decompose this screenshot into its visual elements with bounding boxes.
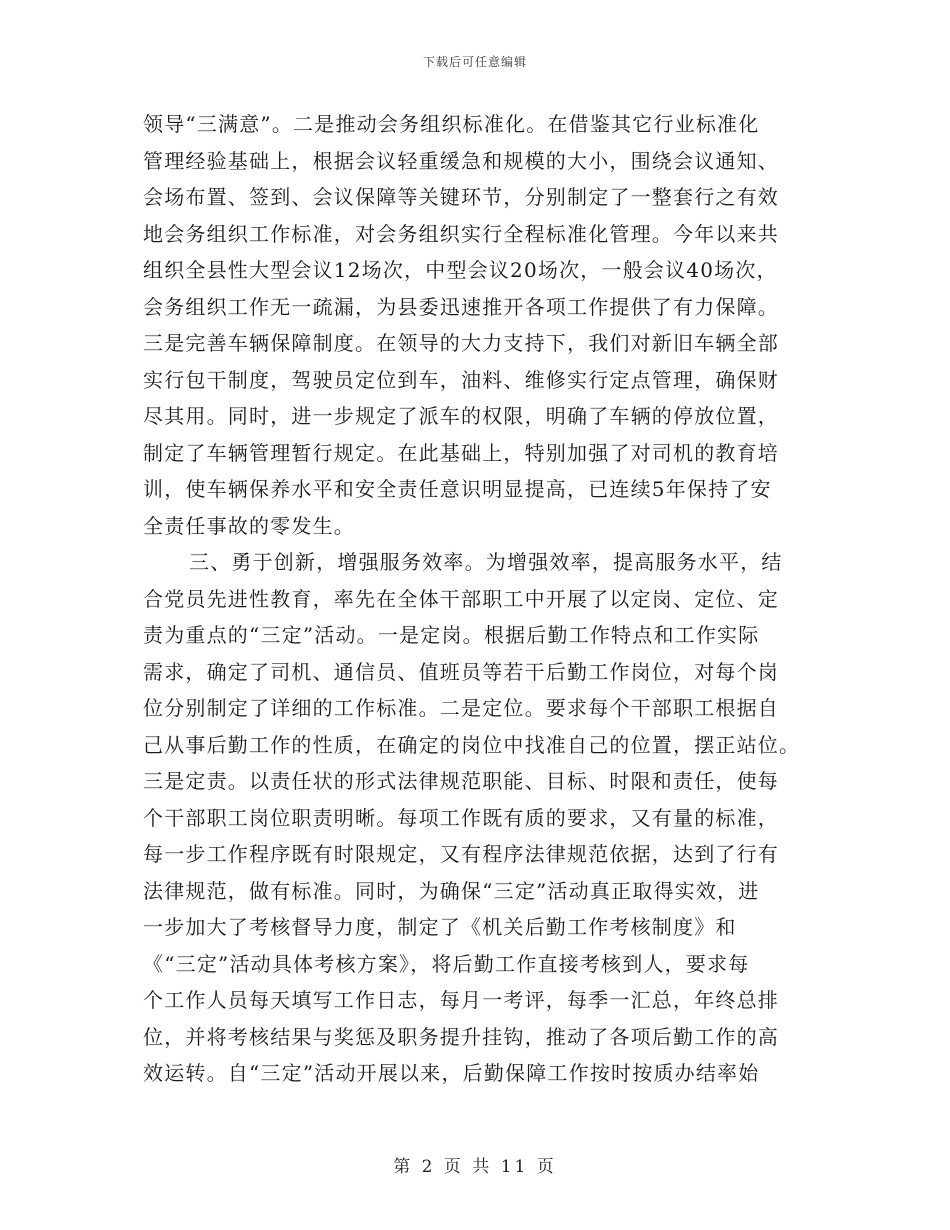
paragraph-line: 领导“三满意”。二是推动会务组织标准化。在借鉴其它行业标准化 (143, 112, 760, 136)
paragraph-line: 需求，确定了司机、通信员、值班员等若干后勤工作岗位，对每个岗 (143, 659, 779, 684)
paragraph-line: 训，使车辆保养水平和安全责任意识明显提高，已连续5年保持了安 (143, 477, 772, 501)
document-body (143, 106, 813, 1092)
paragraph-line: 责为重点的“三定”活动。一是定岗。根据后勤工作特点和工作实际 (143, 623, 760, 647)
page-header: 下载后可任意编辑 (422, 55, 527, 69)
paragraph-line: 会场布置、签到、会议保障等关键环节，分别制定了一整套行之有效 (143, 185, 779, 209)
paragraph-line: 位分别制定了详细的工作标准。二是定位。要求每个干部职工根据自 (143, 696, 779, 720)
paragraph-line: 制定了车辆管理暂行规定。在此基础上，特别加强了对司机的教育培 (143, 440, 779, 465)
paragraph-line: 法律规范，做有标准。同时，为确保“三定”活动真正取得实效，进 (143, 878, 760, 903)
paragraph-line: 会务组织工作无一疏漏，为县委迅速推开各项工作提供了有力保障。 (143, 294, 779, 319)
paragraph-line: 管理经验基础上，根据会议轻重缓急和规模的大小，围绕会议通知、 (143, 148, 779, 173)
page-number: 第 2 页 共 11 页 (393, 1157, 557, 1177)
paragraph-line: 个干部职工岗位职责明晰。每项工作既有质的要求，又有量的标准， (143, 805, 779, 830)
paragraph-line: 组织全县性大型会议12场次，中型会议20场次，一般会议40场次， (143, 258, 778, 282)
paragraph-line: 尽其用。同时，进一步规定了派车的权限，明确了车辆的停放位置， (143, 404, 779, 428)
section-heading-line: 三、勇于创新，增强服务效率。为增强效率，提高服务水平，结 (189, 550, 783, 574)
paragraph-line: 位，并将考核结果与奖惩及职务提升挂钩，推动了各项后勤工作的高 (143, 1024, 779, 1049)
paragraph-line: 全责任事故的零发生。 (143, 513, 355, 538)
paragraph-line: 每一步工作程序既有时限规定，又有程序法律规范依据，达到了行有 (143, 842, 779, 866)
paragraph-line: 合党员先进性教育，率先在全体干部职工中开展了以定岗、定位、定 (143, 586, 779, 611)
paragraph-line: 一步加大了考核督导力度，制定了《机关后勤工作考核制度》和 (143, 915, 737, 939)
paragraph-line: 己从事后勤工作的性质，在确定的岗位中找准自己的位置，摆正站位。 (143, 732, 801, 757)
paragraph-line: 三是完善车辆保障制度。在领导的大力支持下，我们对新旧车辆全部 (143, 331, 779, 355)
paragraph-line: 地会务组织工作标准，对会务组织实行全程标准化管理。今年以来共 (143, 221, 779, 246)
paragraph-line: 个工作人员每天填写工作日志，每月一考评，每季一汇总，年终总排 (143, 988, 779, 1012)
paragraph-line: 《“三定”活动具体考核方案》，将后勤工作直接考核到人，要求每 (143, 951, 750, 976)
paragraph-line: 三是定责。以责任状的形式法律规范职能、目标、时限和责任，使每 (143, 769, 779, 793)
paragraph-line: 实行包干制度，驾驶员定位到车，油料、维修实行定点管理，确保财 (143, 367, 779, 392)
paragraph-line: 效运转。自“三定”活动开展以来，后勤保障工作按时按质办结率始 (143, 1061, 760, 1085)
